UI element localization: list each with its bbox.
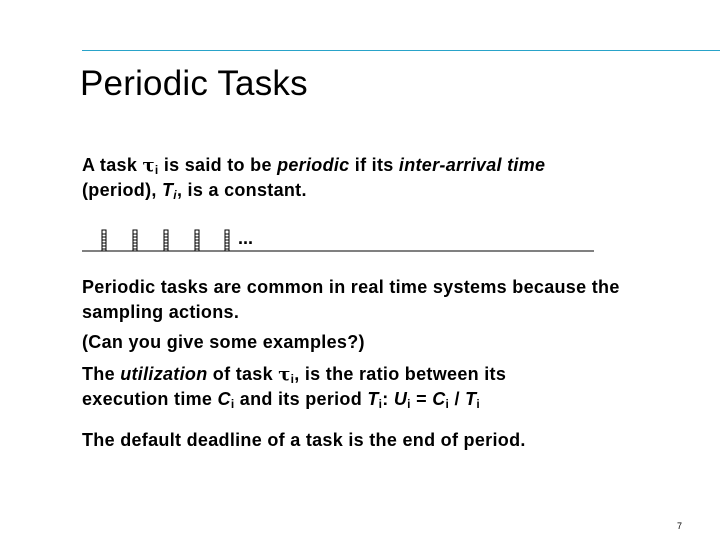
definition-paragraph: A task $\tau_i$ is said to be periodic if its inter-arrival time (period), $T_i$, is a constant.: [82, 155, 546, 202]
examples-question: (Can you give some examples?): [82, 332, 365, 352]
slide-title: Periodic Tasks: [80, 64, 308, 103]
title-rule: [82, 50, 720, 51]
timeline-ellipsis: ...: [238, 228, 254, 248]
timeline-diagram: [82, 226, 594, 254]
arrival-marker: [102, 230, 106, 251]
page-number: 7: [677, 521, 683, 531]
arrival-marker: [133, 230, 137, 251]
default-deadline-paragraph: The default deadline of a task is the end of period.: [82, 430, 526, 450]
periodic-arrival-timeline: [82, 226, 594, 254]
periodic-common-paragraph: Periodic tasks are common in real time systems because the sampling actions.: [82, 277, 620, 322]
arrival-marker: [225, 230, 229, 251]
arrival-marker: [164, 230, 168, 251]
arrival-marker: [195, 230, 199, 251]
utilization-paragraph: The utilization of task $\tau_i$, is the ratio between its execution time $C_i$ and its period $T_i$: $U_i = C_i / T_i$: [82, 364, 507, 411]
